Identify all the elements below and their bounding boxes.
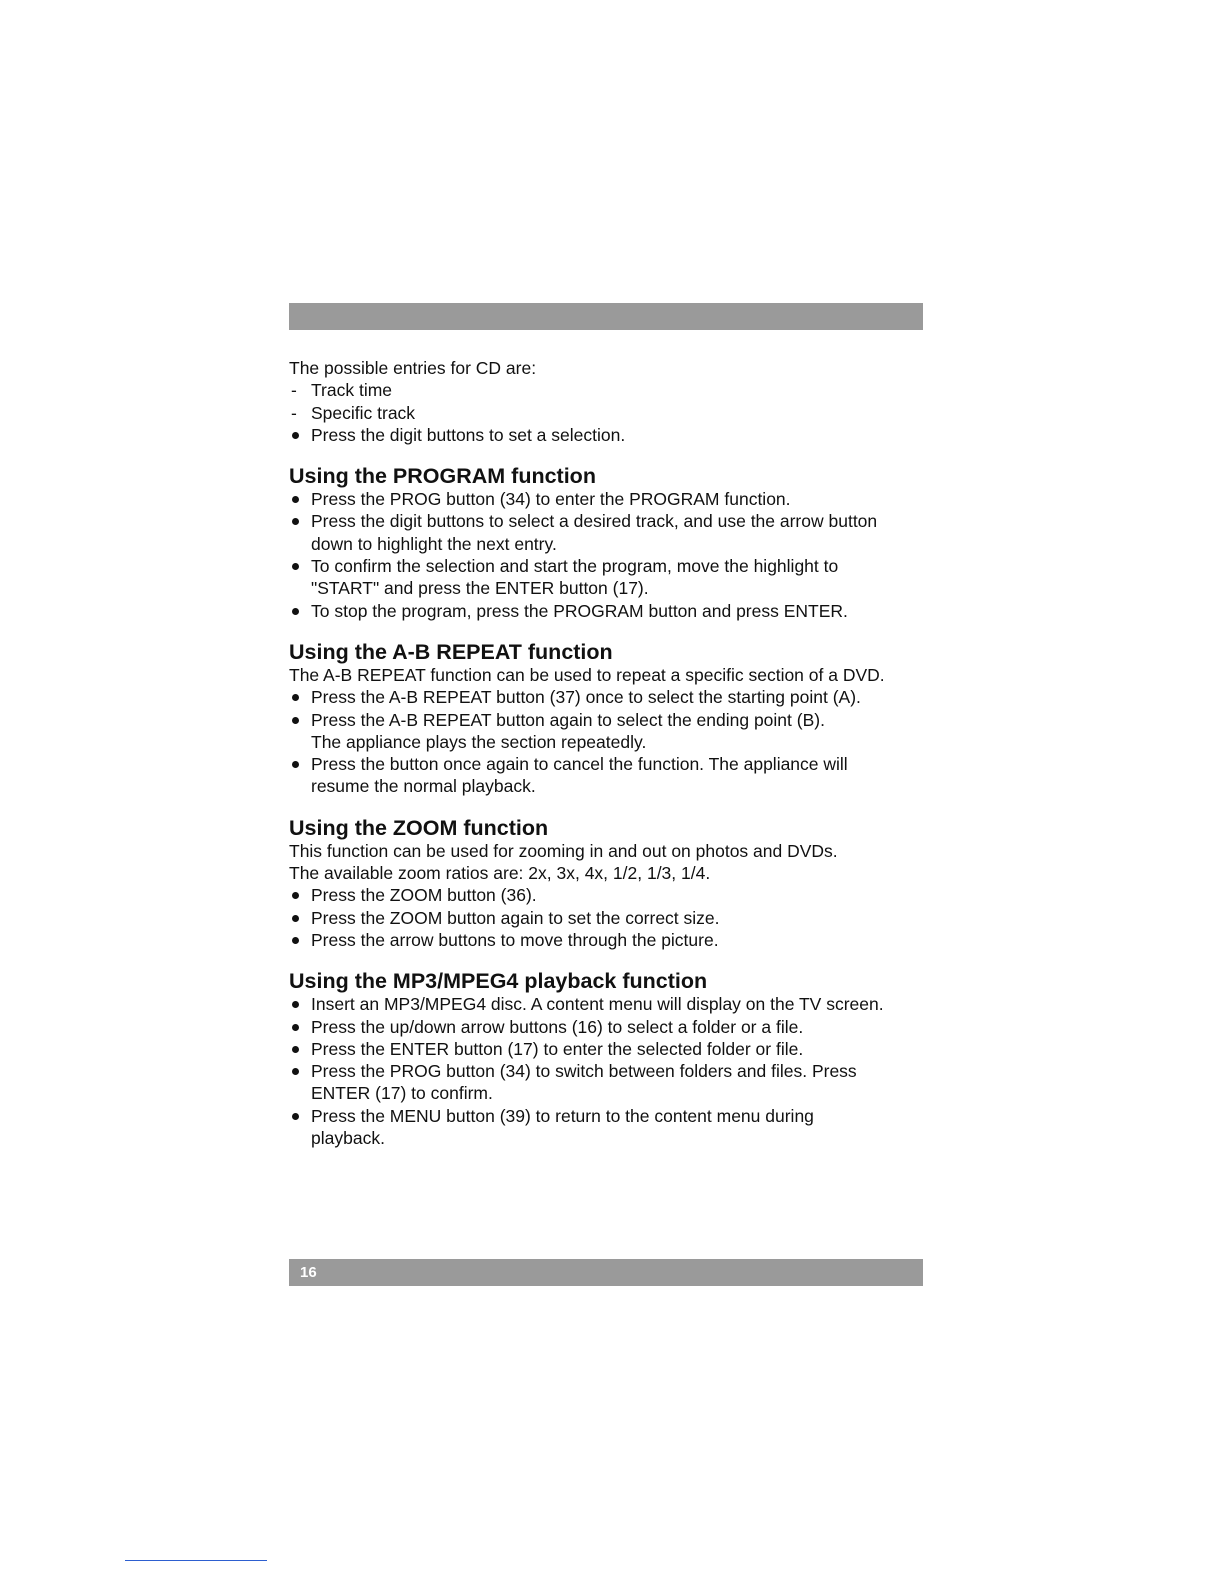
bullet-icon <box>292 1046 299 1053</box>
list-item-continuation: "START" and press the ENTER button (17). <box>311 578 649 599</box>
bullet-icon <box>292 915 299 922</box>
list-item: - Track time <box>291 380 393 401</box>
list-item-continuation: playback. <box>311 1128 385 1149</box>
scan-edge-line <box>125 1560 267 1561</box>
dash-marker: - <box>291 380 297 401</box>
list-item: Press the MENU button (39) to return to the content menu during <box>289 1105 929 1127</box>
bullet-icon <box>292 496 299 503</box>
list-item: To confirm the selection and start the program, move the highlight to <box>289 555 929 577</box>
dash-marker: - <box>291 402 297 423</box>
page-content <box>289 357 929 1149</box>
list-item: Press the digit buttons to set a selection. <box>289 424 929 446</box>
list-item: Press the button once again to cancel the function. The appliance will <box>289 753 929 775</box>
list-item-continuation: resume the normal playback. <box>311 776 536 797</box>
list-item: Press the PROG button (34) to switch between folders and files. Press <box>289 1060 929 1082</box>
bullet-icon <box>292 608 299 615</box>
bullet-icon <box>292 518 299 525</box>
list-item-continuation: The appliance plays the section repeatedly. <box>311 731 647 752</box>
program-heading: Using the PROGRAM function <box>289 464 596 489</box>
bullet-icon <box>292 892 299 899</box>
list-item: Press the A-B REPEAT button (37) once to select the starting point (A). <box>289 686 929 708</box>
list-item: Press the up/down arrow buttons (16) to select a folder or a file. <box>289 1016 929 1038</box>
list-item: Press the arrow buttons to move through the picture. <box>289 929 929 951</box>
list-item: To stop the program, press the PROGRAM button and press ENTER. <box>289 600 929 622</box>
bullet-icon <box>292 937 299 944</box>
list-item: Press the PROG button (34) to enter the PROGRAM function. <box>289 488 929 510</box>
bullet-icon <box>292 1113 299 1120</box>
list-item: Press the A-B REPEAT button again to select the ending point (B). <box>289 709 929 731</box>
list-item: Press the ENTER button (17) to enter the selected folder or file. <box>289 1038 929 1060</box>
zoom-intro: This function can be used for zooming in and out on photos and DVDs. <box>289 840 838 861</box>
header-bar <box>289 303 923 330</box>
list-item: Press the digit buttons to select a desired track, and use the arrow button <box>289 510 929 532</box>
zoom-heading: Using the ZOOM function <box>289 815 549 840</box>
bullet-icon <box>292 1001 299 1008</box>
list-item: Press the ZOOM button again to set the correct size. <box>289 907 929 929</box>
list-item: Insert an MP3/MPEG4 disc. A content menu will display on the TV screen. <box>289 993 929 1015</box>
page-number: 16 <box>300 1264 317 1281</box>
list-item: - Specific track <box>291 402 416 423</box>
ab-repeat-heading: Using the A-B REPEAT function <box>289 639 613 664</box>
mp3-heading: Using the MP3/MPEG4 playback function <box>289 969 708 994</box>
footer-bar <box>289 1259 923 1286</box>
bullet-icon <box>292 1024 299 1031</box>
bullet-icon <box>292 432 299 439</box>
bullet-icon <box>292 1068 299 1075</box>
bullet-icon <box>292 717 299 724</box>
bullet-icon <box>292 563 299 570</box>
list-item-continuation: down to highlight the next entry. <box>311 533 557 554</box>
list-item: Press the ZOOM button (36). <box>289 884 929 906</box>
ab-repeat-intro: The A-B REPEAT function can be used to repeat a specific section of a DVD. <box>289 664 885 685</box>
bullet-icon <box>292 694 299 701</box>
list-item-continuation: ENTER (17) to confirm. <box>311 1083 493 1104</box>
intro-lead: The possible entries for CD are: <box>289 358 537 378</box>
zoom-ratios: The available zoom ratios are: 2x, 3x, 4x, 1/2, 1/3, 1/4. <box>289 863 711 884</box>
bullet-icon <box>292 761 299 768</box>
